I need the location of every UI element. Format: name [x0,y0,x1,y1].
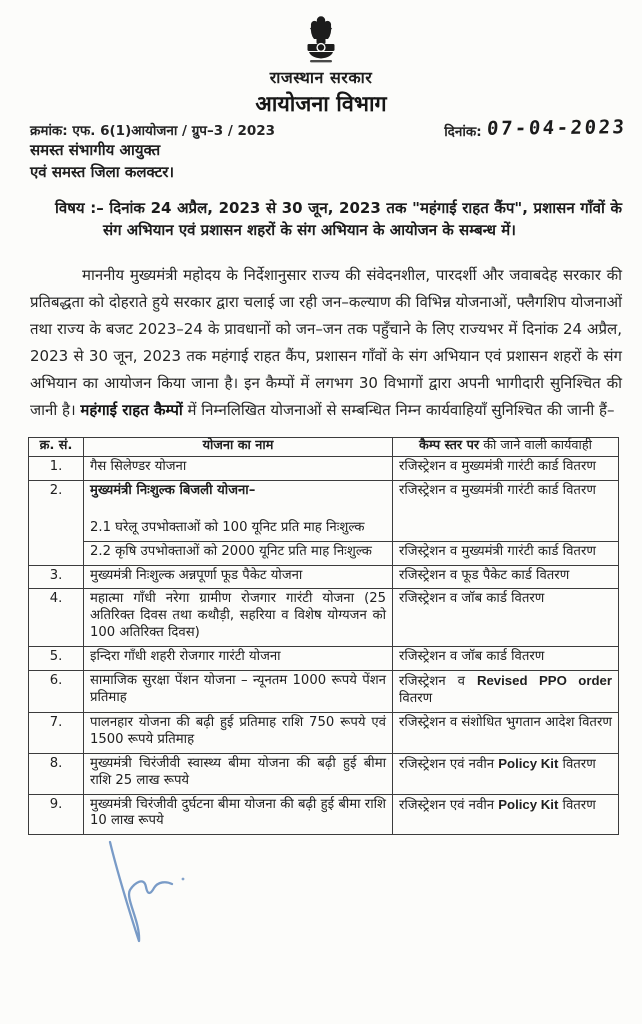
scheme-cell: इन्दिरा गाँधी शहरी रोजगार गारंटी योजना [84,647,393,671]
table-row [29,480,619,541]
table-row [29,712,619,753]
action-text: रजिस्ट्रेशन व [399,674,477,690]
action-cell: रजिस्ट्रेशन व मुख्यमंत्री गारंटी कार्ड वितरण [393,456,619,480]
table-row [29,753,619,794]
body-text-2: में निम्नलिखित योजनाओं से सम्बन्धित निम्न कार्यवाहियाँ सुनिश्चित की जानी हैं– [182,400,615,419]
scheme-heading: मुख्यमंत्री निःशुल्क बिजली योजना– [90,482,256,498]
header-action-rest: की जाने वाली कार्यवाही [479,438,592,453]
reference-number: क्रमांक: एफ. 6(1)आयोजना / ग्रुप–3 / 2023 [30,123,276,139]
addressee-line-2: एवं समस्त जिला कलक्टर। [30,162,175,181]
action-text-english: Revised PPO order [476,673,612,689]
action-cell: रजिस्ट्रेशन व जॉब कार्ड वितरण [393,589,619,647]
serial-cell: 5. [29,647,84,671]
scheme-cell: सामाजिक सुरक्षा पेंशन योजना – न्यूनतम 1000 रूपये पेंशन प्रतिमाह [84,671,393,713]
schemes-table [28,437,619,835]
table-row [29,589,619,647]
serial-cell: 6. [29,671,84,713]
india-national-emblem-icon [301,14,341,64]
action-text: रजिस्ट्रेशन एवं नवीन [399,756,499,772]
header-scheme: योजना का नाम [84,438,393,457]
scheme-cell: मुख्यमंत्री चिरंजीवी स्वास्थ्य बीमा योजना की बढ़ी हुई बीमा राशि 25 लाख रूपये [84,753,393,794]
date-block [444,117,626,140]
header-action-bold: कैम्प स्तर पर [419,438,480,453]
table-row [29,565,619,589]
serial-cell: 8. [29,753,84,794]
sub-scheme-2-1: 2.1 घरेलू उपभोक्ताओं को 100 यूनिट प्रति माह निःशुल्क [90,519,365,535]
reference-date-row [30,117,626,140]
scheme-cell: गैस सिलेण्डर योजना [84,456,393,480]
date-label: दिनांक: [444,124,482,140]
action-text: रजिस्ट्रेशन एवं नवीन [399,797,499,813]
action-cell: रजिस्ट्रेशन व मुख्यमंत्री गारंटी कार्ड वितरण [393,480,619,541]
scheme-cell: मुख्यमंत्री निःशुल्क अन्नपूर्णा फूड पैकेट योजना [84,565,393,589]
scheme-cell: मुख्यमंत्री चिरंजीवी दुर्घटना बीमा योजना की बढ़ी हुई बीमा राशि 10 लाख रूपये [84,794,393,835]
action-cell: रजिस्ट्रेशन व जॉब कार्ड वितरण [393,647,619,671]
serial-cell: 1. [29,456,84,480]
serial-cell: 4. [29,589,84,647]
table-row [29,541,619,565]
action-cell [393,794,619,835]
header-serial: क्र. सं. [29,438,84,457]
handwritten-signature [92,835,212,960]
header-action [393,438,619,457]
action-text: वितरण [399,690,433,706]
serial-cell: 7. [29,712,84,753]
body-text-1: माननीय मुख्यमंत्री महोदय के निर्देशानुसार राज्य की संवेदनशील, पारदर्शी और जवाबदेह सरकार की प्रतिबद्धता को दोहराते हुये सरकार द्वारा चलाई जा रही जन–कल्याण की विभिन्न योजनाओं, फ्लैगशिप योजनाओं तथा राज्य के बजट 2023–24 के प्रावधानों को जन–जन तक पहुँचाने के लिए राज्यभर में दिनांक 24 अप्रैल, 2023 से 30 जून, 2023 तक महंगाई राहत कैंप, प्रशासन गाँवों के संग अभियान एवं प्रशासन शहरों के संग अभियान का आयोजन किया जाना है। इन कैम्पों में लगभग 30 विभागों द्वारा अपनी भागीदारी सुनिश्चित की जानी है। [30,266,622,419]
letterhead [0,14,642,118]
scheme-cell: महात्मा गाँधी नरेगा ग्रामीण रोजगार गारंटी योजना (25 अतिरिक्त दिवस तथा कथौड़ी, सहरिया व विशेष योग्यजन को 100 अतिरिक्त दिवस) [84,589,393,647]
scheme-cell: पालनहार योजना की बढ़ी हुई प्रतिमाह राशि 750 रूपये एवं 1500 रूपये प्रतिमाह [84,712,393,753]
body-paragraph [30,262,622,423]
table-header-row [29,438,619,457]
serial-cell: 9. [29,794,84,835]
action-cell: रजिस्ट्रेशन व संशोधित भुगतान आदेश वितरण [393,712,619,753]
department-name: आयोजना विभाग [255,92,387,117]
subject-label: विषय :– [55,199,104,217]
subject-text: दिनांक 24 अप्रैल, 2023 से 30 जून, 2023 तक "महंगाई राहत कैंप", प्रशासन गाँवों के संग अभियान एवं प्रशासन शहरों के संग अभियान के आयोजन के सम्बन्ध में। [103,199,622,239]
serial-cell: 3. [29,565,84,589]
action-text: वितरण [558,797,596,813]
action-text-english: Policy Kit [498,755,559,771]
sub-scheme-2-2: 2.2 कृषि उपभोक्ताओं को 2000 यूनिट प्रति माह निःशुल्क [84,541,393,565]
action-cell [393,753,619,794]
government-name: राजस्थान सरकार [269,68,373,87]
date-value-handwritten: 07-04-2023 [485,116,627,140]
serial-cell: 2. [29,480,84,565]
action-text: वितरण [558,756,596,772]
action-cell [393,671,619,713]
scheme-cell [84,480,393,541]
action-cell: रजिस्ट्रेशन व फूड पैकेट कार्ड वितरण [393,565,619,589]
table-row [29,671,619,713]
table-row [29,647,619,671]
body-text-bold: महंगाई राहत कैम्पों [80,400,183,419]
table-row [29,794,619,835]
addressee-line-1: समस्त संभागीय आयुक्त [30,141,161,159]
table-row [29,456,619,480]
addressee-block [30,140,174,183]
action-cell: रजिस्ट्रेशन व मुख्यमंत्री गारंटी कार्ड वितरण [393,541,619,565]
subject-block [55,198,622,242]
action-text-english: Policy Kit [498,796,559,812]
